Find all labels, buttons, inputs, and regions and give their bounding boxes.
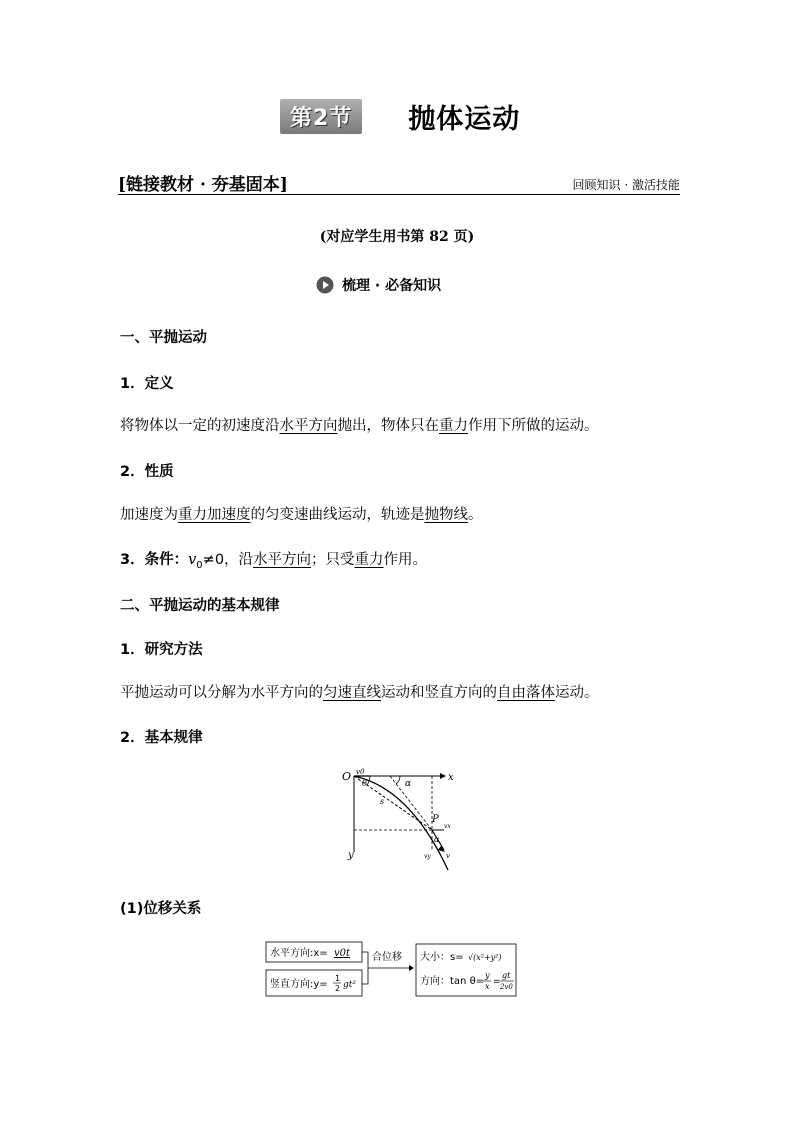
- method-text: [120, 681, 599, 702]
- v0-label: v0: [356, 768, 365, 776]
- size-value: √(x²+y²): [468, 953, 502, 962]
- heading-1-1: 1．定义: [120, 376, 174, 392]
- projectile-diagram: [340, 766, 460, 876]
- title-row: [280, 96, 520, 136]
- section-tag: [316, 275, 441, 295]
- x-label: x: [448, 772, 454, 783]
- answer-blank: 抛物线: [424, 507, 468, 523]
- vertical-label: 竖直方向:y=: [270, 979, 328, 990]
- answer-blank: 重力加速度: [178, 507, 251, 523]
- answer-blank: 水平方向: [279, 418, 338, 434]
- horizontal-label: 水平方向:x=: [270, 948, 328, 959]
- heading-displacement: (1)位移关系: [120, 901, 202, 917]
- alpha-label: α: [405, 779, 412, 789]
- heading-1: 一、平抛运动: [120, 330, 207, 346]
- heading-2-2: 2．基本规律: [120, 730, 203, 746]
- page-reference: (对应学生用书第 82 页): [319, 229, 475, 245]
- text-span: ；只受: [311, 552, 355, 568]
- banner: [118, 170, 680, 195]
- text-span: 加速度为: [120, 507, 178, 523]
- play-icon: [316, 276, 334, 294]
- alpha-arc: [396, 776, 400, 784]
- theta-label: θ: [362, 779, 367, 788]
- text-span: 作用下所做的运动。: [468, 418, 599, 434]
- dir-den1: x: [485, 982, 490, 991]
- direction-label: 方向：tan θ=: [420, 976, 485, 987]
- v-label: v: [446, 852, 450, 860]
- section-badge: 第2节: [280, 99, 362, 134]
- answer-blank: 匀速直线: [323, 685, 381, 701]
- text-span: 将物体以一定的初速度沿: [120, 418, 280, 434]
- definition-text: [120, 414, 599, 435]
- text-span: 运动。: [555, 685, 599, 701]
- text-span: 作用。: [383, 552, 428, 568]
- origin-label: O: [342, 770, 352, 783]
- answer-blank: 重力: [439, 418, 468, 434]
- point-p-label: P: [432, 814, 439, 825]
- math-var: v: [188, 552, 197, 568]
- property-text: [120, 503, 483, 524]
- vertical-frac-den: 2: [335, 984, 341, 993]
- flow-arrow-head: [409, 965, 414, 971]
- heading-2: 二、平抛运动的基本规律: [120, 598, 280, 614]
- resultant-label: 合位移: [372, 952, 402, 963]
- displacement-flow-diagram: [262, 938, 522, 1000]
- page-title: 抛体运动: [408, 103, 521, 135]
- x-axis-arrow: [440, 773, 446, 779]
- math-sub: 0: [196, 559, 203, 571]
- heading-1-2: 2．性质: [120, 464, 174, 480]
- dir-num1: y: [485, 971, 490, 980]
- heading-2-1: 1．研究方法: [120, 642, 203, 658]
- banner-right: 回顾知识 · 激活技能: [572, 178, 680, 192]
- text-span: 抛出，物体只在: [337, 418, 439, 434]
- answer-blank: 水平方向: [253, 552, 312, 568]
- answer-blank: 重力: [354, 552, 384, 568]
- s-label: s: [380, 797, 385, 806]
- y-label: y: [348, 850, 354, 861]
- dir-den2: 2v0: [500, 983, 513, 991]
- horizontal-value: v0t: [334, 948, 351, 959]
- vy-label: vy: [424, 853, 431, 860]
- text-span: 运动和竖直方向的: [381, 685, 497, 701]
- vx-label: vx: [444, 823, 451, 830]
- banner-left: [链接教材 · 夯基固本]: [118, 175, 288, 195]
- dir-equals: =: [493, 977, 501, 987]
- size-label: 大小：s=: [420, 952, 464, 963]
- dir-num2: gt: [502, 971, 511, 980]
- bracket-left: [362, 952, 368, 984]
- text-span: 的匀变速曲线运动，轨迹是: [250, 507, 425, 523]
- text-span: 平抛运动可以分解为水平方向的: [120, 685, 323, 701]
- text-span: 。: [468, 507, 483, 523]
- answer-blank: 自由落体: [497, 685, 555, 701]
- vertical-tail: gt²: [343, 980, 356, 990]
- text-span: ≠0，沿: [202, 552, 254, 568]
- vertical-frac-num: 1: [335, 974, 341, 983]
- text-span: 3．条件：: [120, 552, 189, 568]
- condition-text: [120, 548, 427, 571]
- section-tag-label: 梳理 · 必备知识: [342, 278, 442, 294]
- alpha-at-p-label: α: [434, 835, 440, 844]
